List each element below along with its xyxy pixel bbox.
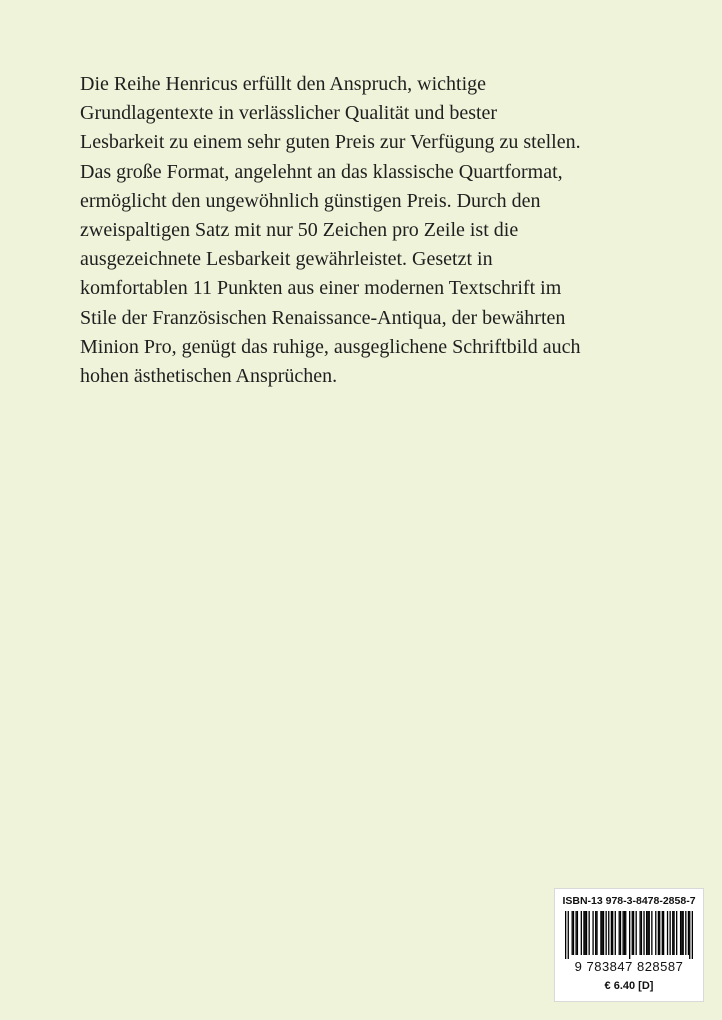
barcode-bar — [672, 911, 673, 955]
blurb-line: zweispaltigen Satz mit nur 50 Zeichen pro Zeile ist die — [80, 219, 519, 242]
barcode-bar — [633, 911, 634, 955]
blurb-line: Das große Format, angelehnt an das klassische Quartformat, — [80, 160, 563, 183]
blurb-line: Stile der Französischen Renaissance-Antiqua, der bewährten — [80, 306, 566, 329]
blurb-line: ausgezeichnete Lesbarkeit gewährleistet. Gesetzt in — [80, 248, 493, 271]
barcode-bar — [565, 911, 566, 959]
blurb-line: Lesbarkeit zu einem sehr guten Preis zur Verfügung zu stellen. — [80, 131, 581, 154]
barcode-bar — [663, 911, 664, 955]
barcode-bar — [649, 911, 650, 955]
barcode-bar — [629, 911, 630, 959]
barcode-bar — [596, 911, 597, 955]
barcode-bar — [619, 911, 620, 955]
blurb-line: komfortablen 11 Punkten aus einer modernen Textschrift im — [80, 277, 562, 300]
barcode-bar — [655, 911, 656, 955]
barcode-bar — [692, 911, 693, 959]
barcode-bar — [673, 911, 674, 955]
barcode-image — [565, 911, 693, 959]
barcode-bar — [658, 911, 659, 955]
barcode-bar — [602, 911, 603, 955]
barcode-bar — [659, 911, 660, 955]
barcode-bar — [646, 911, 647, 955]
barcode-bar — [643, 911, 644, 955]
barcode-bar — [603, 911, 604, 955]
barcode-bar — [592, 911, 593, 955]
barcode-bar — [612, 911, 613, 955]
barcode-bar — [669, 911, 670, 955]
barcode-bar — [685, 911, 686, 955]
blurb-text — [80, 70, 640, 391]
blurb-line: Grundlagentexte in verlässlicher Qualität und bester — [80, 102, 498, 125]
barcode-bar — [577, 911, 578, 955]
barcode-bar — [624, 911, 625, 955]
barcode-bar — [625, 911, 626, 955]
blurb-line: Minion Pro, genügt das ruhige, ausgeglichene Schriftbild auch — [80, 335, 581, 358]
blurb-line: ermöglicht den ungewöhnlich günstigen Preis. Durch den — [80, 189, 541, 212]
barcode-bar — [595, 911, 596, 955]
barcode-bar — [572, 911, 573, 955]
barcode-bar — [647, 911, 648, 955]
barcode-bar — [620, 911, 621, 955]
barcode-bar — [611, 911, 612, 955]
barcode-bar — [583, 911, 584, 955]
barcode-bar — [568, 911, 569, 959]
barcode-bar — [573, 911, 574, 955]
isbn-barcode-box — [554, 888, 704, 1002]
barcode-bar — [589, 911, 590, 955]
barcode-bar — [651, 911, 652, 955]
barcode-bar — [641, 911, 642, 955]
barcode-bar — [615, 911, 616, 955]
barcode-bar — [581, 911, 582, 955]
barcode-bar — [681, 911, 682, 955]
barcode-bar — [680, 911, 681, 955]
barcode-digits: 9 783847 828587 — [574, 959, 684, 974]
barcode-bar — [605, 911, 606, 955]
barcode-bar — [575, 911, 576, 955]
barcode-bar — [600, 911, 601, 955]
blurb-line: hohen ästhetischen Ansprüchen. — [80, 365, 338, 388]
blurb-line: Die Reihe Henricus erfüllt den Anspruch, wichtige — [80, 73, 486, 95]
barcode-bar — [676, 911, 677, 955]
barcode-bar — [622, 911, 623, 955]
barcode-bar — [632, 911, 633, 955]
barcode-bar — [639, 911, 640, 955]
barcode-bar — [636, 911, 637, 955]
barcode-bar — [662, 911, 663, 955]
barcode-bar — [667, 911, 668, 955]
barcode-bar — [683, 911, 684, 955]
barcode-bar — [608, 911, 609, 955]
price-label: € 6.40 [D] — [604, 980, 654, 992]
barcode-bar — [586, 911, 587, 955]
barcode-bar — [689, 911, 690, 959]
barcode-bar — [585, 911, 586, 955]
barcode-bar — [688, 911, 689, 955]
isbn-label: ISBN-13 978-3-8478-2858-7 — [562, 895, 696, 907]
